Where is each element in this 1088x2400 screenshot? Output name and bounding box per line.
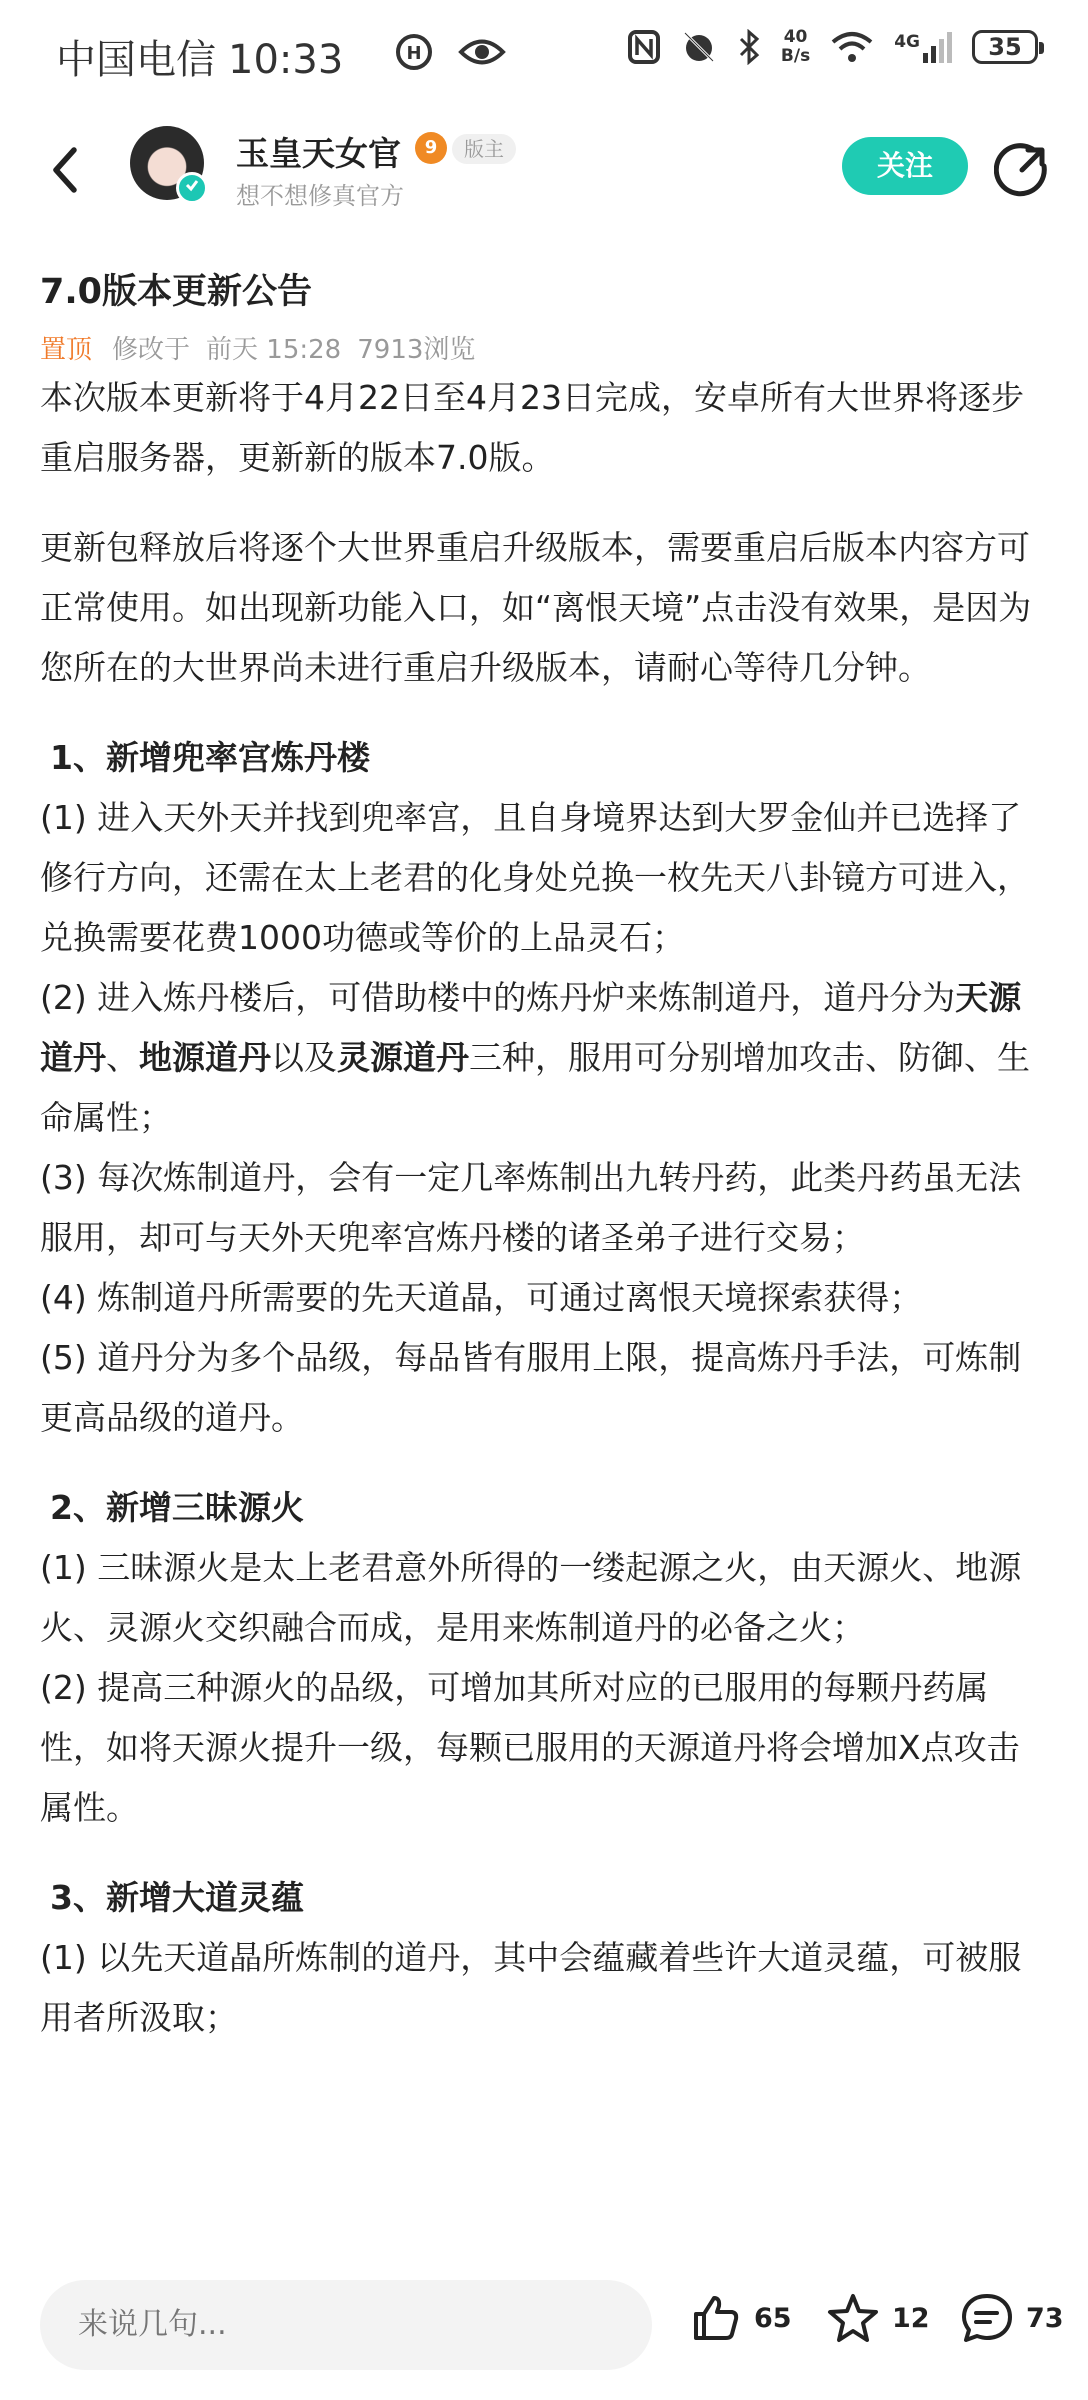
section-paragraph: (3) 每次炼制道丹，会有一定几率炼制出九转丹药，此类丹药虽无法服用，却可与天外天兜率宫炼丹楼的诸圣弟子进行交易； bbox=[40, 1158, 1022, 1257]
text-span: (2) 进入炼丹楼后，可借助楼中的炼丹炉来炼制道丹，道丹分为 bbox=[40, 978, 956, 1017]
bold-term: 天源道丹 bbox=[40, 978, 1022, 1077]
bluetooth-icon bbox=[737, 29, 761, 65]
section-paragraph: (1) 以先天道晶所炼制的道丹，其中会蕴藏着些许大道灵蕴，可被服用者所汲取； bbox=[40, 1938, 1022, 2037]
bottom-action-bar bbox=[0, 2248, 1088, 2400]
section-paragraph: (1) 进入天外天并找到兜率宫，且自身境界达到大罗金仙并已选择了修行方向，还需在太上老君的化身处兑换一枚先天八卦镜方可进入，兑换需要花费1000功德或等价的上品灵石； bbox=[40, 798, 1030, 957]
avatar[interactable] bbox=[130, 126, 204, 200]
net-speed-unit: B/s bbox=[780, 46, 811, 66]
alarm-off-icon bbox=[681, 29, 717, 65]
post-title: 7.0版本更新公告 bbox=[40, 272, 313, 312]
star-icon bbox=[826, 2292, 880, 2344]
battery-icon bbox=[972, 30, 1038, 64]
signal-bar bbox=[923, 53, 928, 63]
follow-button[interactable]: 关注 bbox=[842, 137, 968, 195]
section-paragraph: (5) 道丹分为多个品级，每品皆有服用上限，提高炼丹手法，可炼制更高品级的道丹。 bbox=[40, 1338, 1022, 1437]
author-subtitle: 想不想修真官方 bbox=[236, 182, 404, 210]
intro-paragraph: 更新包释放后将逐个大世界重启升级版本，需要重启后版本内容方可正常使用。如出现新功能入口，如“离恨天境”点击没有效果，是因为您所在的大世界尚未进行重启升级版本，请耐心等待几分钟。 bbox=[40, 528, 1032, 687]
section-heading: 3、新增大道灵蕴 bbox=[50, 1878, 304, 1917]
net-speed-value: 40 bbox=[783, 27, 808, 47]
signal-bar bbox=[939, 39, 944, 63]
modified-label: 修改于 bbox=[112, 335, 191, 365]
section-paragraph: (2) 提高三种源火的品级，可增加其所对应的已服用的每颗丹药属性，如将天源火提升一级，每颗已服用的天源道丹将会增加X点攻击属性。 bbox=[40, 1668, 1020, 1827]
like-count: 65 bbox=[754, 2302, 792, 2334]
svg-text:H: H bbox=[406, 43, 422, 64]
section-paragraph bbox=[40, 968, 1050, 1148]
wifi-icon bbox=[830, 30, 874, 64]
status-app-icons bbox=[394, 32, 506, 72]
comment-button[interactable] bbox=[960, 2292, 1064, 2344]
chevron-left-icon bbox=[42, 142, 92, 198]
text-span: 三种，服用可分别增加攻击、防御、生命属性； bbox=[40, 1038, 1030, 1137]
bold-term: 地源道丹 bbox=[139, 1038, 271, 1077]
text-span: 、 bbox=[106, 1038, 139, 1077]
status-right bbox=[627, 28, 1038, 66]
favorite-count: 12 bbox=[892, 2302, 930, 2334]
carrier-name: 中国电信 bbox=[56, 37, 216, 83]
moderator-badge: 版主 bbox=[452, 134, 516, 164]
signal-indicator bbox=[894, 32, 952, 63]
verified-icon bbox=[176, 172, 208, 204]
signal-bar bbox=[947, 32, 952, 63]
hd-icon bbox=[394, 32, 434, 72]
author-name[interactable]: 玉皇天女官 bbox=[236, 134, 401, 173]
article bbox=[40, 262, 1050, 2048]
comment-count: 73 bbox=[1026, 2302, 1064, 2334]
back-button[interactable] bbox=[42, 142, 92, 198]
comment-input[interactable] bbox=[40, 2280, 652, 2370]
section-heading: 2、新增三昧源火 bbox=[50, 1488, 304, 1527]
thumbs-up-icon bbox=[690, 2292, 742, 2344]
section-paragraph: (1) 三昧源火是太上老君意外所得的一缕起源之火，由天源火、地源火、灵源火交织融合而成，是用来炼制道丹的必备之火； bbox=[40, 1548, 1022, 1647]
post-meta bbox=[40, 332, 1050, 368]
signal-bar bbox=[931, 46, 936, 63]
clock: 10:33 bbox=[228, 37, 344, 83]
nfc-icon bbox=[627, 29, 661, 65]
text-span: 以及 bbox=[271, 1038, 337, 1077]
section-heading: 1、新增兜率宫炼丹楼 bbox=[50, 738, 370, 777]
view-count: 7913浏览 bbox=[357, 335, 476, 365]
pinned-tag: 置顶 bbox=[40, 335, 93, 365]
modified-time: 前天 15:28 bbox=[206, 335, 342, 365]
level-badge: 9 bbox=[415, 132, 447, 164]
favorite-button[interactable] bbox=[826, 2292, 930, 2344]
status-left bbox=[56, 28, 343, 85]
share-button[interactable] bbox=[994, 142, 1050, 198]
post-header bbox=[0, 120, 1088, 220]
section-paragraph: (4) 炼制道丹所需要的先天道晶，可通过离恨天境探索获得； bbox=[40, 1278, 923, 1317]
share-icon bbox=[994, 142, 1050, 198]
bold-term: 灵源道丹 bbox=[337, 1038, 469, 1077]
like-button[interactable] bbox=[690, 2292, 792, 2344]
status-bar bbox=[0, 0, 1088, 110]
battery-level: 35 bbox=[988, 33, 1022, 61]
comment-icon bbox=[960, 2292, 1014, 2344]
network-type: 4G bbox=[894, 31, 920, 52]
intro-paragraph: 本次版本更新将于4月22日至4月23日完成，安卓所有大世界将逐步重启服务器，更新新的版本7.0版。 bbox=[40, 378, 1024, 477]
net-speed bbox=[781, 28, 810, 66]
eye-icon bbox=[458, 35, 506, 69]
